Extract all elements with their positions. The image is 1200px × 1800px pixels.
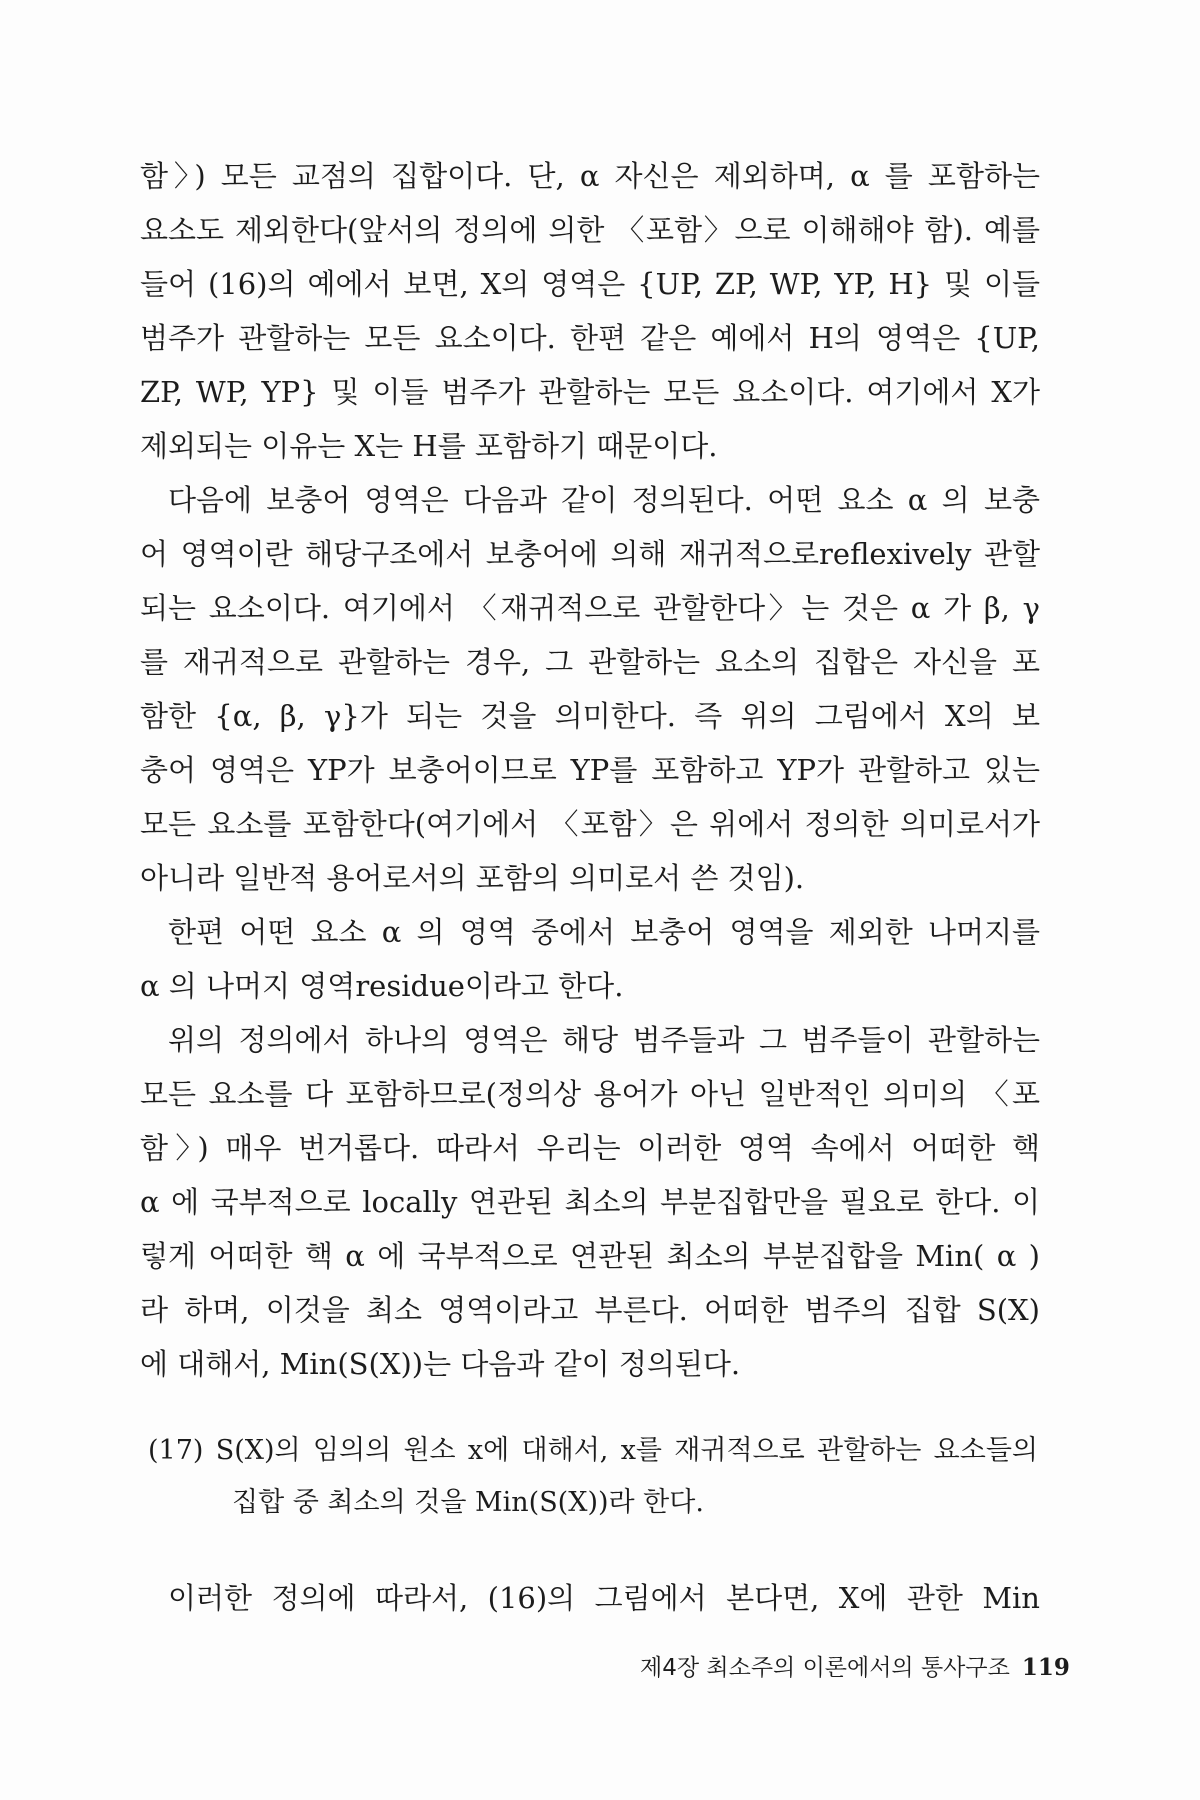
page-footer	[640, 1652, 1070, 1684]
text-line: 모든 요소를 다 포함하므로(정의상 용어가 아닌 일반적인 의미의 〈포	[140, 1077, 1040, 1111]
text-line: 요소도 제외한다(앞서의 정의에 의한 〈포함〉으로 이해해야 함). 예를	[140, 213, 1040, 247]
text-line: 한편 어떤 요소 α 의 영역 중에서 보충어 영역을 제외한 나머지를	[168, 915, 1040, 949]
text-line: 범주가 관할하는 모든 요소이다. 한편 같은 예에서 H의 영역은 {UP,	[140, 321, 1040, 355]
text-line: 위의 정의에서 하나의 영역은 해당 범주들과 그 범주들이 관할하는	[168, 1023, 1040, 1057]
text-line: 함한 {α, β, γ}가 되는 것을 의미한다. 즉 위의 그림에서 X의 보	[140, 699, 1040, 733]
text-line: 되는 요소이다. 여기에서 〈재귀적으로 관할한다〉는 것은 α 가 β, γ	[140, 591, 1040, 625]
text-line: 를 재귀적으로 관할하는 경우, 그 관할하는 요소의 집합은 자신을 포	[140, 645, 1040, 679]
text-line: 모든 요소를 포함한다(여기에서 〈포함〉은 위에서 정의한 의미로서가	[140, 807, 1040, 841]
text-line: 함〉) 매우 번거롭다. 따라서 우리는 이러한 영역 속에서 어떠한 핵	[140, 1131, 1040, 1165]
text-line: 렇게 어떠한 핵 α 에 국부적으로 연관된 최소의 부분집합을 Min( α )	[140, 1239, 1040, 1273]
example-17-line: (17) S(X)의 임의의 원소 x에 대해서, x를 재귀적으로 관할하는 요소들의	[148, 1435, 1038, 1466]
running-title: 제4장 최소주의 이론에서의 통사구조	[640, 1655, 1010, 1681]
text-line: 어 영역이란 해당구조에서 보충어에 의해 재귀적으로reflexively 관할	[140, 537, 1040, 571]
text-line: 라 하며, 이것을 최소 영역이라고 부른다. 어떠한 범주의 집합 S(X)	[140, 1293, 1040, 1327]
text-line: 충어 영역은 YP가 보충어이므로 YP를 포함하고 YP가 관할하고 있는	[140, 753, 1040, 787]
text-line: α 의 나머지 영역residue이라고 한다.	[140, 969, 624, 1003]
text-line: 들어 (16)의 예에서 보면, X의 영역은 {UP, ZP, WP, YP, H} 및 이들	[140, 267, 1040, 301]
text-line: ZP, WP, YP} 및 이들 범주가 관할하는 모든 요소이다. 여기에서 X가	[140, 375, 1040, 409]
text-line: 아니라 일반적 용어로서의 포함의 의미로서 쓴 것임).	[140, 861, 805, 895]
text-line: 함〉) 모든 교점의 집합이다. 단, α 자신은 제외하며, α 를 포함하는	[140, 159, 1040, 193]
text-line: 에 대해서, Min(S(X))는 다음과 같이 정의된다.	[140, 1347, 741, 1381]
text-line: 이러한 정의에 따라서, (16)의 그림에서 본다면, X에 관한 Min	[168, 1581, 1040, 1615]
text-line: 제외되는 이유는 X는 H를 포함하기 때문이다.	[140, 429, 718, 463]
text-line: α 에 국부적으로 locally 연관된 최소의 부분집합만을 필요로 한다. 이	[140, 1185, 1040, 1219]
example-17-line: 집합 중 최소의 것을 Min(S(X))라 한다.	[232, 1487, 704, 1518]
text-line: 다음에 보충어 영역은 다음과 같이 정의된다. 어떤 요소 α 의 보충	[168, 483, 1040, 517]
page-number: 119	[1021, 1654, 1070, 1681]
